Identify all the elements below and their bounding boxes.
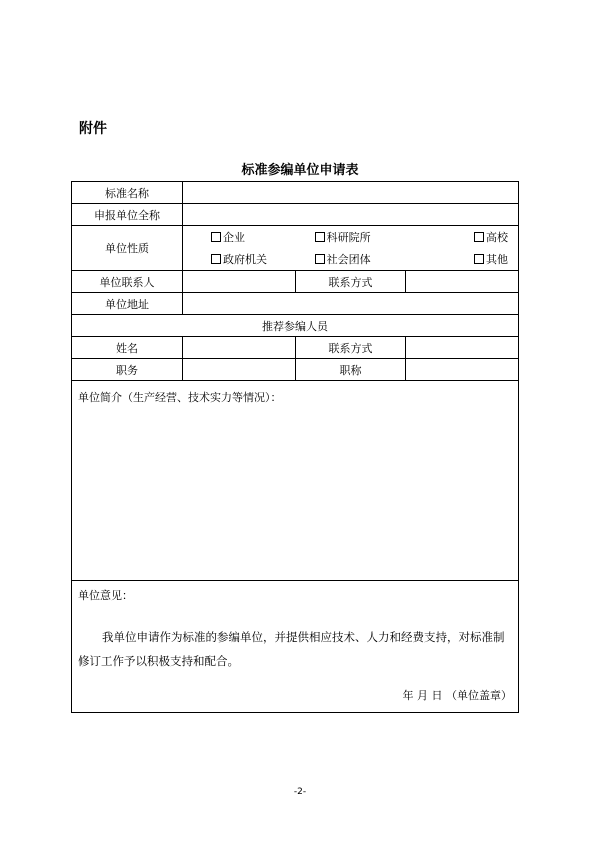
label-unit-opinion: 单位意见： [78,589,133,602]
label-person-contact: 联系方式 [296,337,406,359]
option-social-group[interactable] [297,251,405,267]
field-unit-address[interactable] [183,293,519,315]
option-university[interactable] [404,229,512,245]
label-unit-contact: 单位联系人 [72,271,183,293]
field-standard-name[interactable] [183,182,519,204]
field-unit-intro[interactable] [72,381,519,581]
row-recommended-personnel [72,315,519,337]
label-standard-name: 标准名称 [72,182,183,204]
opinion-statement: 我单位申请作为标准的参编单位，并提供相应技术、人力和经费支持，对标准制修订工作予以积极支持和配合。 [78,630,505,668]
checkbox-icon[interactable] [474,254,484,264]
form-title: 标准参编单位申请表 [241,163,359,178]
label-unit-nature: 单位性质 [72,226,183,271]
field-applicant-name[interactable] [183,204,519,226]
checkbox-icon[interactable] [315,232,325,242]
field-person-contact[interactable] [406,337,519,359]
checkbox-icon[interactable] [474,232,484,242]
label-person-name: 姓名 [72,337,183,359]
row-person-name [72,337,519,359]
label-unit-address: 单位地址 [72,293,183,315]
option-label: 政府机关 [223,253,267,266]
checkbox-icon[interactable] [211,254,221,264]
application-form-table [71,181,519,713]
row-standard-name [72,182,519,204]
unit-nature-options [183,226,519,271]
checkbox-icon[interactable] [211,232,221,242]
option-label: 企业 [223,231,245,244]
option-government[interactable] [189,251,297,267]
option-label: 社会团体 [326,253,371,266]
option-research-institute[interactable] [297,229,405,245]
option-label: 科研院所 [326,231,371,244]
date-seal-line: 年 月 日 （单位盖章） [402,689,513,702]
row-unit-opinion [72,581,519,713]
section-recommended-personnel: 推荐参编人员 [72,315,519,337]
row-unit-address [72,293,519,315]
field-title-rank[interactable] [406,359,519,381]
attachment-label: 附件 [79,121,107,137]
row-position [72,359,519,381]
page-number: -2- [293,787,307,797]
field-unit-opinion [72,581,519,713]
label-unit-intro: 单位简介（生产经营、技术实力等情况）： [78,391,282,404]
checkbox-icon[interactable] [315,254,325,264]
option-other[interactable] [404,251,512,267]
row-unit-intro [72,381,519,581]
label-applicant-name: 申报单位全称 [72,204,183,226]
option-label: 高校 [486,231,509,244]
label-position: 职务 [72,359,183,381]
row-unit-contact [72,271,519,293]
field-unit-contact[interactable] [183,271,296,293]
row-applicant-name [72,204,519,226]
label-title-rank: 职称 [296,359,406,381]
row-unit-nature [72,226,519,271]
option-enterprise[interactable] [189,229,297,245]
field-contact-method[interactable] [406,271,519,293]
label-contact-method: 联系方式 [296,271,406,293]
option-label: 其他 [486,253,509,266]
field-person-name[interactable] [183,337,296,359]
field-position[interactable] [183,359,296,381]
